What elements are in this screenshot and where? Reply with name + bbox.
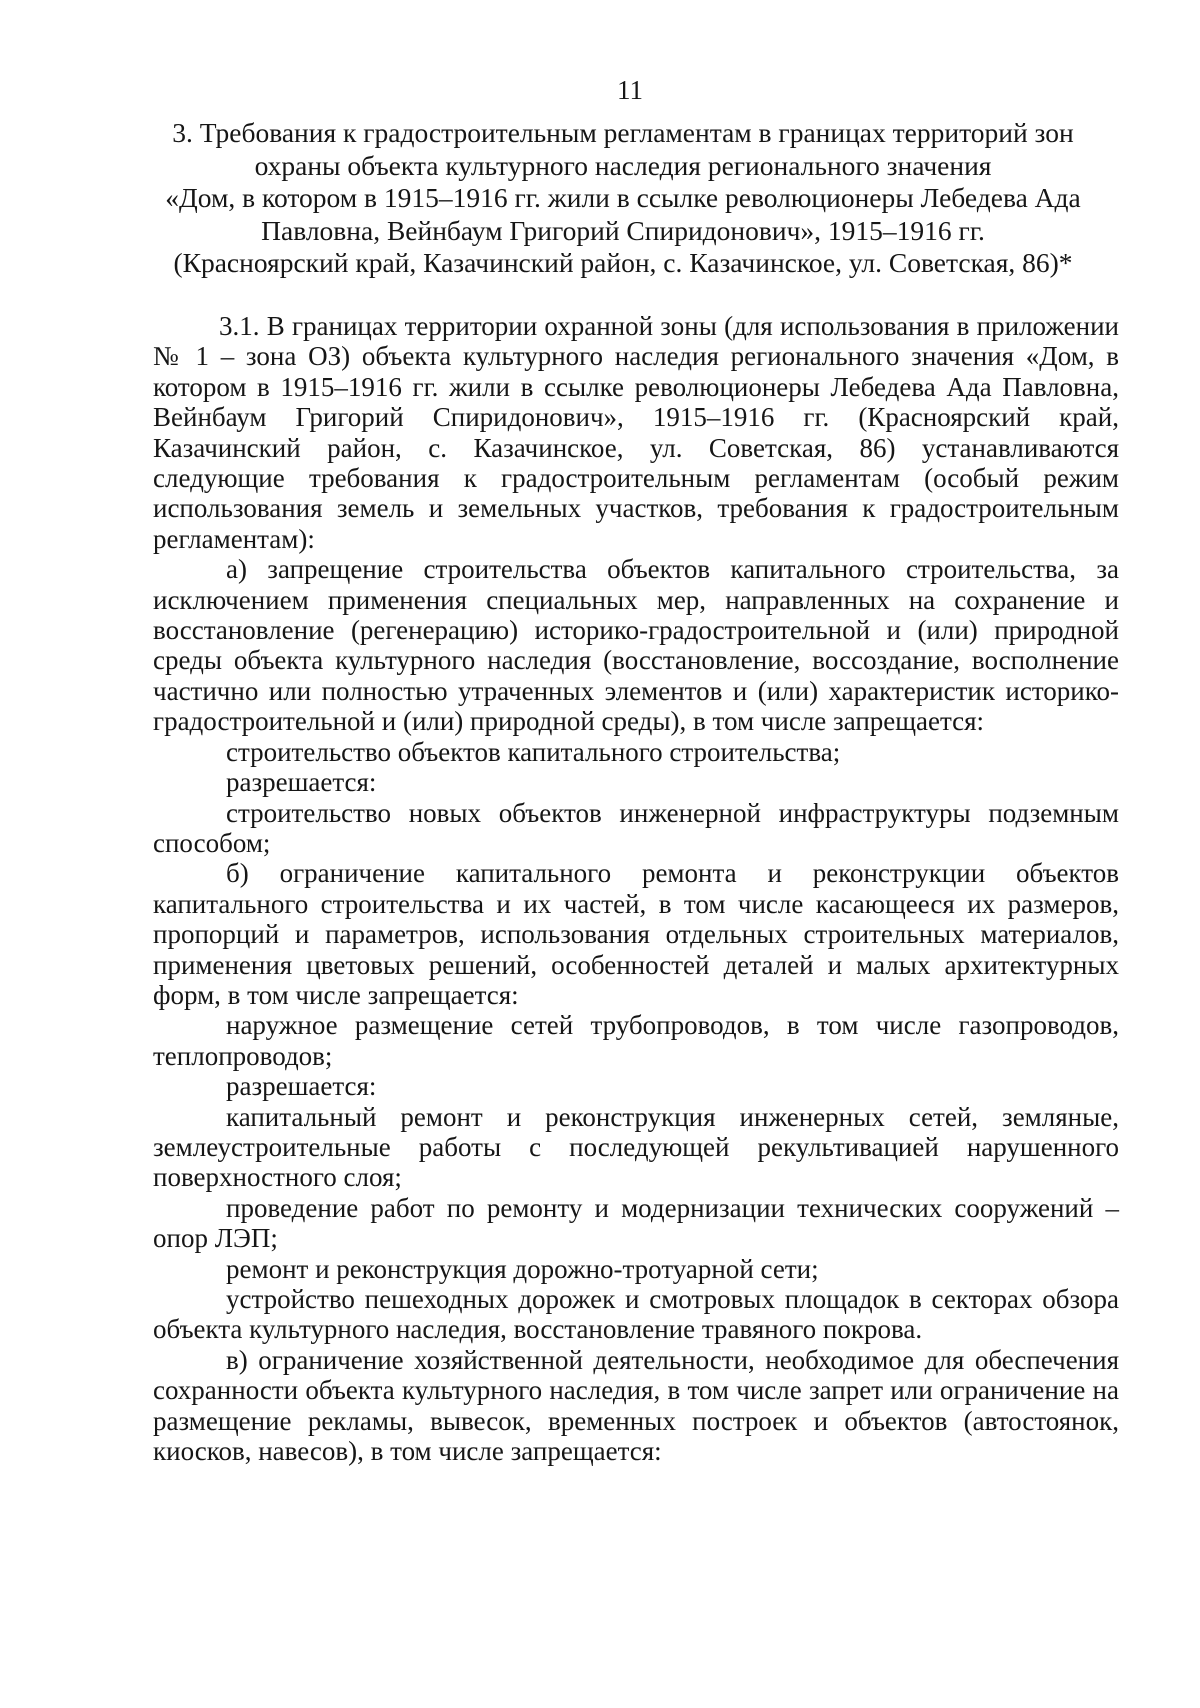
paragraph-permitted-label: разрешается: xyxy=(226,767,377,798)
paragraph-item-b: б) ограничение капитального ремонта и реконструкции объектов капитального строительства и их частей, в том числе касающееся их размеров, пропорций и параметров, использования отдельных строительных материалов, применения цветовых решений, особенностей деталей и малых архитектурных форм, в том числе запрещается: xyxy=(153,858,1119,1010)
document-body xyxy=(153,311,1119,1466)
page-number: 11 xyxy=(617,75,643,105)
paragraph-permitted-repair: капитальный ремонт и реконструкция инженерных сетей, земляные, землеустроительные работы с последующей рекультивацией нарушенного поверхностного слоя; xyxy=(153,1101,1119,1193)
paragraph-item-a: а) запрещение строительства объектов капитального строительства, за исключением применения специальных мер, направленных на сохранение и восстановление (регенерацию) историко-градостроительной и (или) природной среды объекта культурного наследия (восстановление, воссоздание, восполнение частично или полностью утраченных элементов и (или) характеристик историко-градостроительной и (или) природной среды), в том числе запрещается: xyxy=(153,554,1119,737)
paragraph-prohibited-construction: строительство объектов капитального строительства; xyxy=(226,736,841,767)
paragraph-permitted-roads: ремонт и реконструкция дорожно-тротуарной сети; xyxy=(226,1253,819,1284)
paragraph-permitted-underground: строительство новых объектов инженерной инфраструктуры подземным способом; xyxy=(153,797,1119,858)
section-heading-line: охраны объекта культурного наследия регионального значения xyxy=(254,149,992,181)
section-heading-line: Павловна, Вейнбаум Григорий Спиридонович», 1915–1916 гг. xyxy=(261,214,985,246)
section-heading xyxy=(158,117,1088,280)
paragraph-permitted-power-lines: проведение работ по ремонту и модернизации технических сооружений – опор ЛЭП; xyxy=(153,1192,1119,1254)
paragraph-3-1: 3.1. В границах территории охранной зоны (для использования в приложении № 1 – зона ОЗ) объекта культурного наследия регионального значения «Дом, в котором в 1915–1916 гг. жили в ссылке революционеры Лебедева Ада Павловна, Вейнбаум Григорий Спиридонович», 1915–1916 гг. (Красноярский край, Казачинский район, с. Казачинское, ул. Советская, 86) устанавливаются следующие требования к градостроительным регламентам (особый режим использования земель и земельных участков, требования к градостроительным регламентам): xyxy=(153,311,1119,554)
paragraph-prohibited-pipelines: наружное размещение сетей трубопроводов, в том числе газопроводов, теплопроводов; xyxy=(153,1010,1119,1071)
paragraph-permitted-paths: устройство пешеходных дорожек и смотровых площадок в секторах обзора объекта культурного наследия, восстановление травяного покрова. xyxy=(153,1284,1119,1345)
section-heading-line: «Дом, в котором в 1915–1916 гг. жили в ссылке революционеры Лебедева Ада xyxy=(165,182,1081,213)
paragraph-permitted-label: разрешается: xyxy=(226,1071,377,1102)
paragraph-item-v: в) ограничение хозяйственной деятельности, необходимое для обеспечения сохранности объекта культурного наследия, в том числе запрет или ограничение на размещение рекламы, вывесок, временных построек и объектов (автостоянок, киосков, навесов), в том числе запрещается: xyxy=(153,1344,1119,1467)
section-heading-line: 3. Требования к градостроительным регламентам в границах территорий зон xyxy=(172,117,1074,148)
section-heading-line: (Красноярский край, Казачинский район, с. Казачинское, ул. Советская, 86)* xyxy=(173,247,1073,278)
